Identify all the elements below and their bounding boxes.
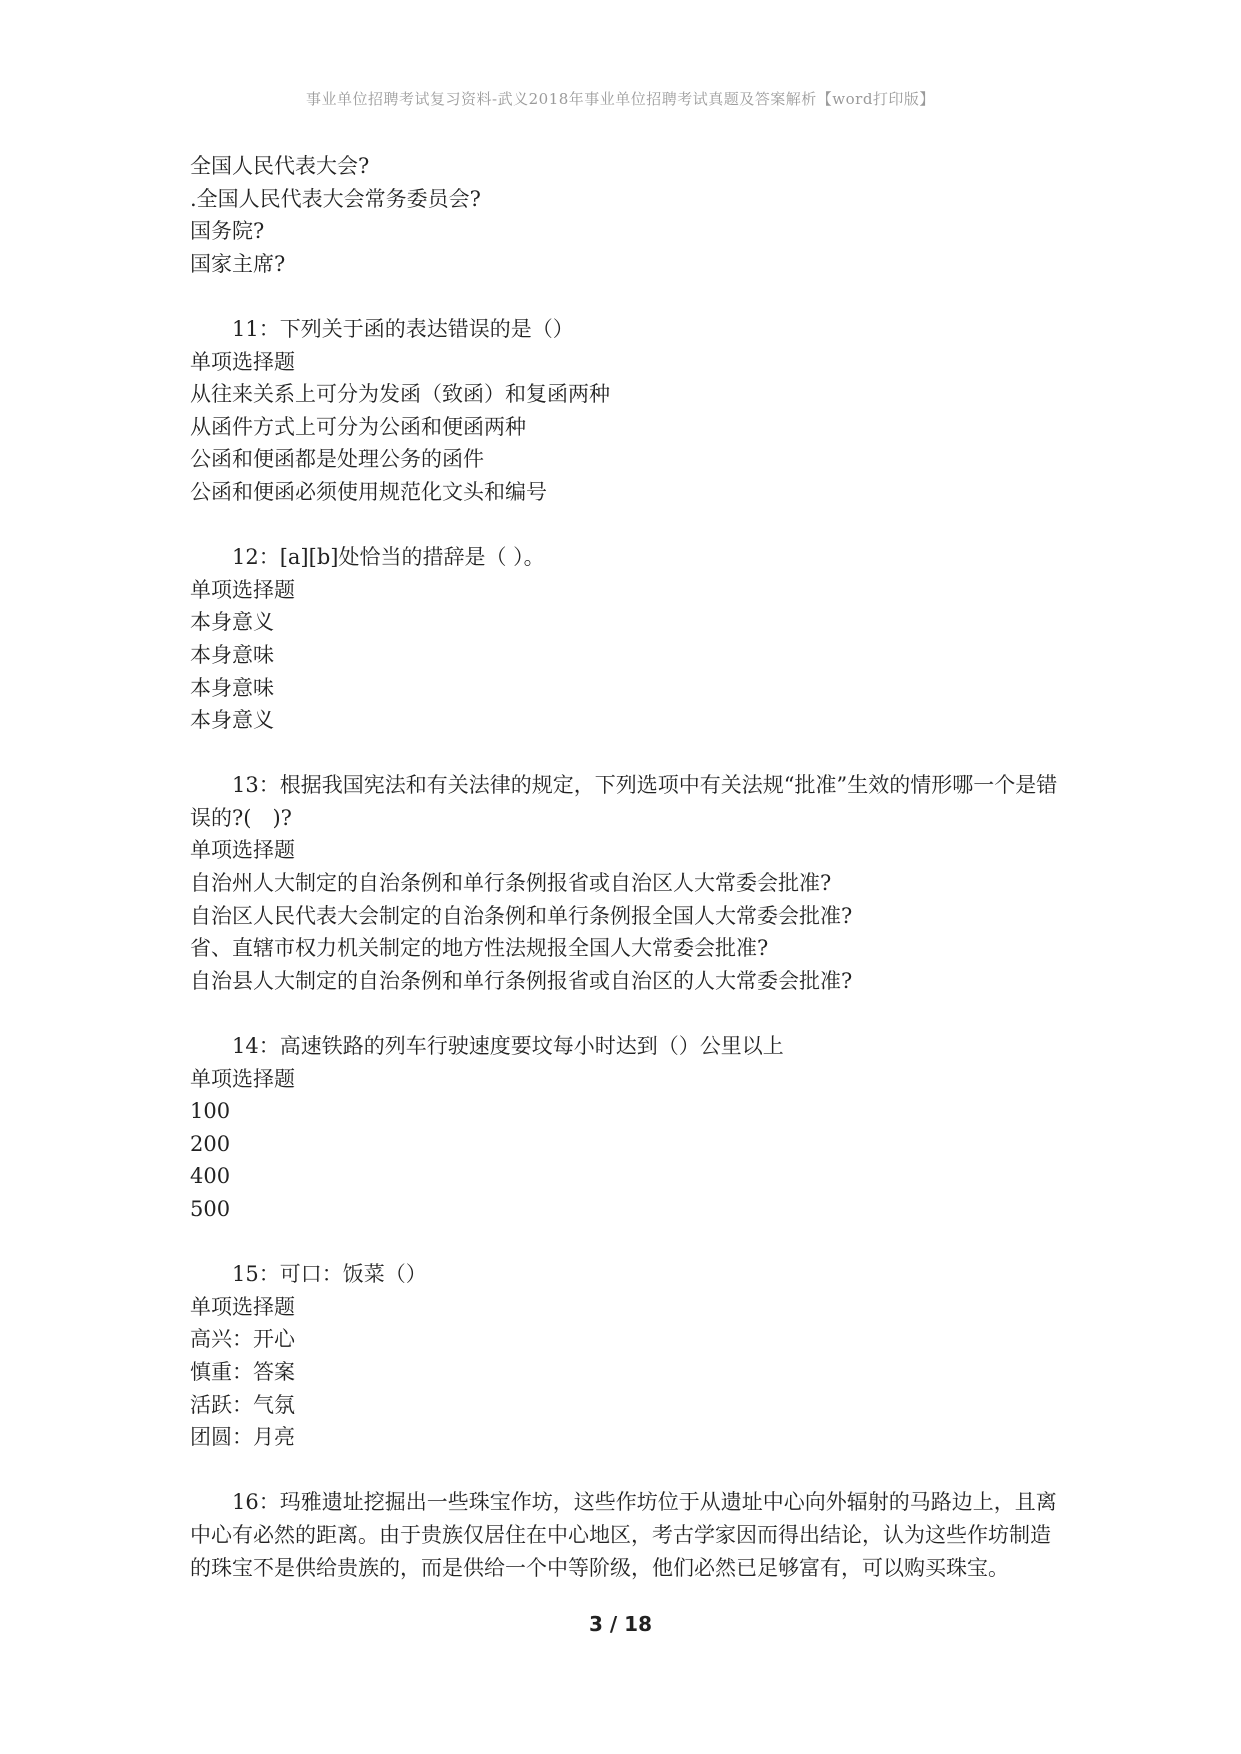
- option-d: 国家主席?: [190, 251, 286, 276]
- document-body: [190, 150, 1070, 1584]
- question-15: [190, 1258, 1070, 1454]
- question-13: [190, 769, 1070, 997]
- option-d: 自治县人大制定的自治条例和单行条例报省或自治区的人大常委会批准?: [190, 968, 853, 993]
- question-type: 单项选择题: [190, 349, 295, 374]
- question-title: 13：根据我国宪法和有关法律的规定，下列选项中有关法规“批准”生效的情形哪一个是错误的?( )?: [190, 773, 1058, 830]
- lead-options: [190, 150, 1070, 280]
- question-11: [190, 313, 1070, 509]
- option-a: 全国人民代表大会?: [190, 154, 370, 178]
- option-c: 国务院?: [190, 219, 265, 244]
- option-c: 活跃：气氛: [190, 1392, 295, 1417]
- option-c: 公函和便函都是处理公务的函件: [190, 447, 484, 472]
- option-b: 200: [190, 1131, 231, 1156]
- page-header: 事业单位招聘考试复习资料-武义2018年事业单位招聘考试真题及答案解析【word打印版】: [306, 90, 935, 108]
- question-title: 15：可口：饭菜（）: [232, 1262, 427, 1287]
- option-d: 本身意义: [190, 708, 274, 733]
- question-type: 单项选择题: [190, 1066, 295, 1091]
- question-type: 单项选择题: [190, 1294, 295, 1319]
- option-b: 本身意味: [190, 642, 274, 667]
- option-c: 省、直辖市权力机关制定的地方性法规报全国人大常委会批准?: [190, 936, 769, 961]
- option-d: 500: [190, 1197, 231, 1221]
- option-b: 慎重：答案: [190, 1359, 295, 1384]
- option-b: 自治区人民代表大会制定的自治条例和单行条例报全国人大常委会批准?: [190, 903, 853, 928]
- question-type: 单项选择题: [190, 577, 295, 602]
- option-b: 从函件方式上可分为公函和便函两种: [190, 414, 526, 439]
- option-a: 高兴：开心: [190, 1327, 295, 1352]
- option-a: 自治州人大制定的自治条例和单行条例报省或自治区人大常委会批准?: [190, 871, 832, 896]
- question-16-passage: 16：玛雅遗址挖掘出一些珠宝作坊，这些作坊位于从遗址中心向外辐射的马路边上，且离中心有必然的距离。由于贵族仅居住在中心地区，考古学家因而得出结论，认为这些作坊制造的珠宝不是供给贵族的，而是供给一个中等阶级，他们必然已足够富有，可以购买珠宝。: [190, 1490, 1057, 1580]
- question-type: 单项选择题: [190, 838, 295, 863]
- option-a: 本身意义: [190, 610, 274, 635]
- option-b: .全国人民代表大会常务委员会?: [190, 186, 481, 211]
- option-a: 100: [190, 1099, 231, 1124]
- question-title: 14：高速铁路的列车行驶速度要坟每小时达到（）公里以上: [232, 1034, 784, 1059]
- question-title: 12：[a][b]处恰当的措辞是（ ）。: [232, 545, 545, 570]
- option-c: 本身意味: [190, 675, 274, 700]
- question-14: [190, 1030, 1070, 1226]
- option-d: 团圆：月亮: [190, 1425, 295, 1450]
- question-12: [190, 541, 1070, 737]
- page-number: 3 / 18: [589, 1612, 652, 1636]
- option-c: 400: [190, 1164, 231, 1189]
- option-a: 从往来关系上可分为发函（致函）和复函两种: [190, 382, 610, 407]
- option-d: 公函和便函必须使用规范化文头和编号: [190, 479, 547, 504]
- question-title: 11：下列关于函的表达错误的是（）: [232, 316, 574, 341]
